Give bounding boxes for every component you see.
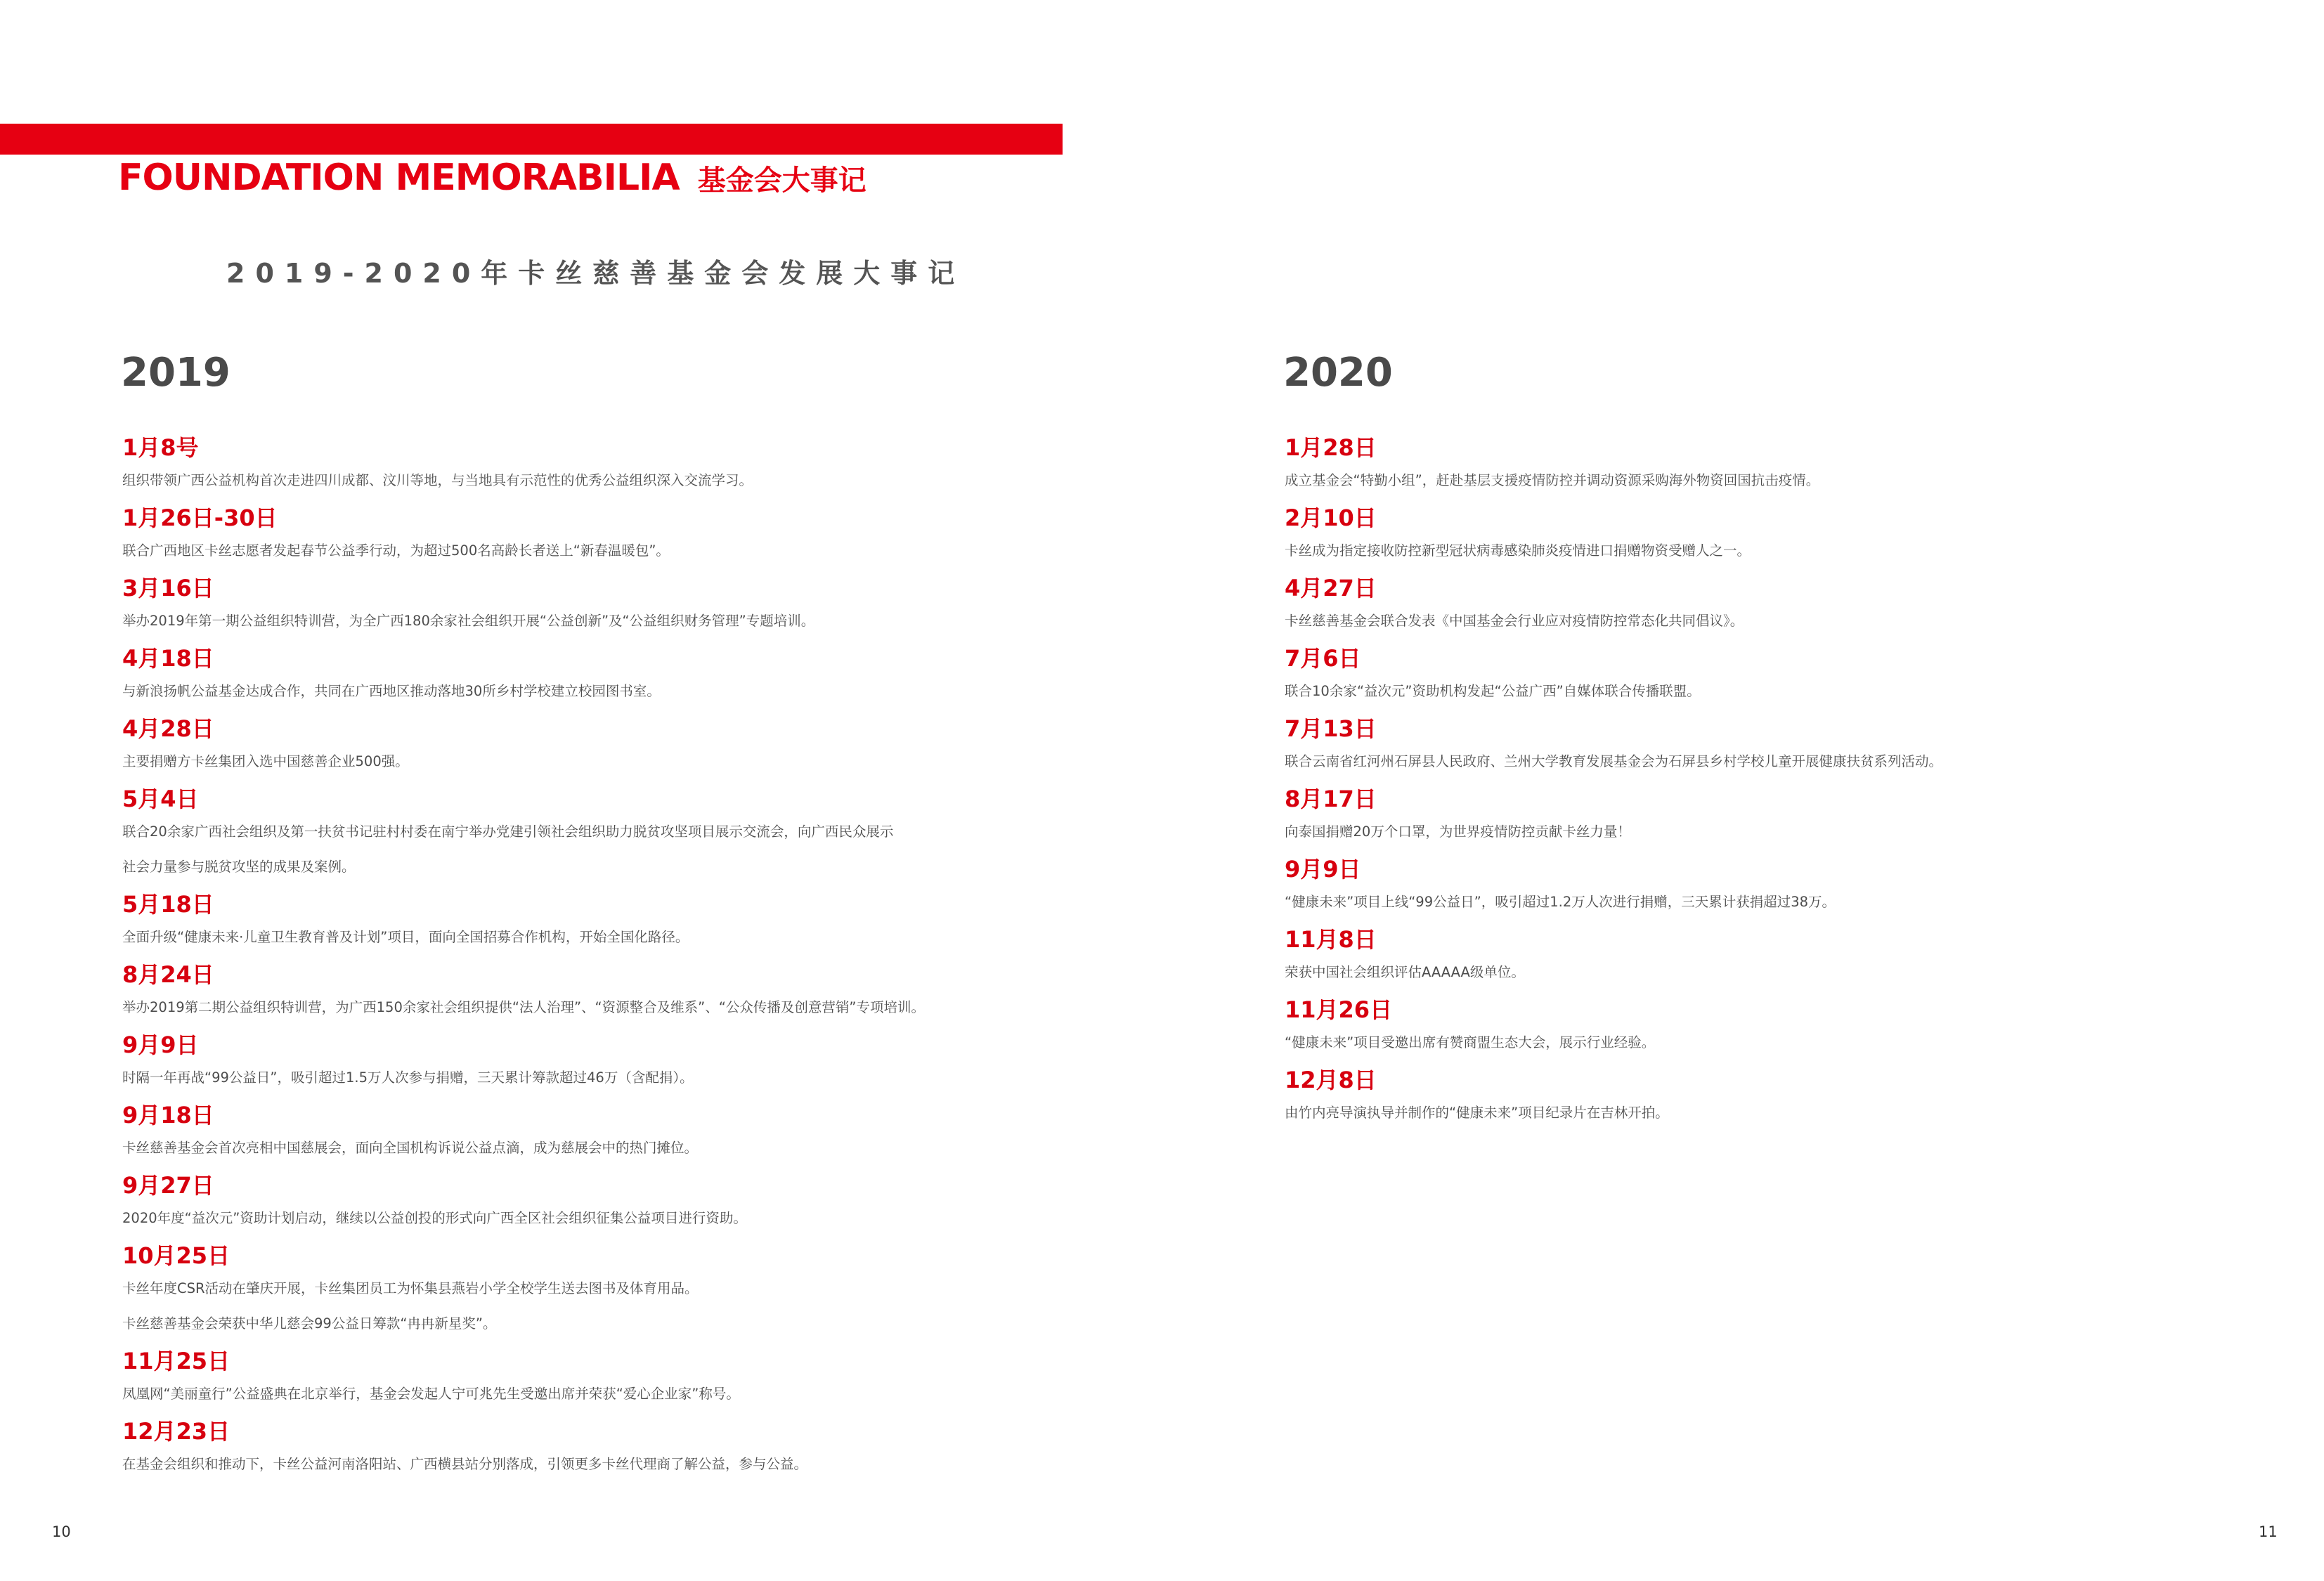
event-date: 1月28日 [1285,434,1377,461]
event-description: 卡丝成为指定接收防控新型冠状病毒感染肺炎疫情进口捐赠物资受赠人之一。 [1285,542,1751,559]
event-description: 由竹内亮导演执导并制作的“健康未来”项目纪录片在吉林开拍。 [1285,1105,1669,1121]
timeline-event [1285,783,2268,854]
event-date: 11月25日 [122,1348,231,1374]
timeline-event [122,432,1106,502]
event-description: 卡丝慈善基金会荣获中华儿慈会99公益日筹款“冉冉新星奖”。 [122,1315,497,1332]
page-header [118,153,866,202]
event-description: 联合云南省红河州石屏县人民政府、兰州大学教育发展基金会为石屏县乡村学校儿童开展健康扶贫系列活动。 [1285,753,1943,769]
event-description: “健康未来”项目受邀出席有赞商盟生态大会，展示行业经验。 [1285,1034,1656,1050]
timeline-event [1285,502,2268,573]
event-date: 11月8日 [1285,926,1377,953]
event-description: 凤凰网“美丽童行”公益盛典在北京举行，基金会发起人宁可兆先生受邀出席并荣获“爱心企业家”称号。 [122,1386,740,1402]
timeline-event [122,1170,1106,1240]
page-number-right: 11 [2259,1523,2278,1540]
event-description: “健康未来”项目上线“99公益日”，吸引超过1.2万人次进行捐赠，三天累计获捐超过38万。 [1285,894,1836,910]
event-date: 4月27日 [1285,575,1377,601]
event-date: 2月10日 [1285,505,1377,531]
event-date: 5月4日 [122,786,199,812]
event-description: 联合20余家广西社会组织及第一扶贫书记驻村村委在南宁举办党建引领社会组织助力脱贫攻坚项目展示交流会，向广西民众展示 [122,824,894,840]
event-date: 11月26日 [1285,996,1393,1023]
timeline-2019 [122,432,1106,1486]
event-date: 1月26日-30日 [122,505,278,531]
timeline-event [1285,573,2268,643]
event-date: 10月25日 [122,1242,231,1269]
event-date: 5月18日 [122,891,214,918]
event-description: 联合广西地区卡丝志愿者发起春节公益季行动，为超过500名高龄长者送上“新春温暖包”。 [122,542,670,559]
timeline-event [122,643,1106,713]
header-title-en: FOUNDATION MEMORABILIA [118,157,680,199]
timeline-event [122,889,1106,959]
event-description: 卡丝年度CSR活动在肇庆开展，卡丝集团员工为怀集县燕岩小学全校学生送去图书及体育用品。 [122,1280,699,1296]
event-description: 卡丝慈善基金会首次亮相中国慈展会，面向全国机构诉说公益点滴，成为慈展会中的热门摊位。 [122,1140,699,1156]
event-description: 成立基金会“特勤小组”，赶赴基层支援疫情防控并调动资源采购海外物资回国抗击疫情。 [1285,472,1820,488]
timeline-event [1285,713,2268,783]
timeline-event [122,573,1106,643]
timeline-event [122,502,1106,573]
event-description: 时隔一年再战“99公益日”，吸引超过1.5万人次参与捐赠，三天累计筹款超过46万（含配捐）。 [122,1069,694,1086]
timeline-event [1285,924,2268,994]
event-description: 主要捐赠方卡丝集团入选中国慈善企业500强。 [122,753,409,769]
page-number-left: 10 [52,1523,71,1540]
event-description: 举办2019年第一期公益组织特训营，为全广西180余家社会组织开展“公益创新”及“公益组织财务管理”专题培训。 [122,613,815,629]
timeline-event [122,959,1106,1029]
event-date: 9月27日 [122,1172,214,1199]
year-heading-2020: 2020 [1283,350,1393,396]
timeline-event [1285,994,2268,1065]
header-red-bar [0,124,1063,155]
timeline-event [122,1100,1106,1170]
year-heading-2019: 2019 [121,350,231,396]
timeline-2020 [1285,432,2268,1135]
event-description: 荣获中国社会组织评估AAAAA级单位。 [1285,964,1525,980]
event-description: 卡丝慈善基金会联合发表《中国基金会行业应对疫情防控常态化共同倡议》。 [1285,613,1744,629]
event-date: 9月9日 [122,1032,199,1058]
event-date: 12月8日 [1285,1067,1377,1093]
event-date: 12月23日 [122,1418,231,1445]
page-subtitle: 2019-2020年卡丝慈善基金会发展大事记 [226,258,966,289]
event-description: 联合10余家“益次元”资助机构发起“公益广西”自媒体联合传播联盟。 [1285,683,1701,699]
event-date: 9月9日 [1285,856,1361,883]
event-date: 1月8号 [122,434,199,461]
event-description: 组织带领广西公益机构首次走进四川成都、汶川等地，与当地具有示范性的优秀公益组织深入交流学习。 [122,472,753,488]
event-date: 4月18日 [122,645,214,672]
timeline-event [1285,1065,2268,1135]
header-title-zh: 基金会大事记 [697,164,866,197]
event-date: 9月18日 [122,1102,214,1128]
timeline-event [122,1240,1106,1346]
timeline-event [122,713,1106,783]
timeline-event [1285,643,2268,713]
timeline-event [1285,854,2268,924]
event-description: 全面升级“健康未来·儿童卫生教育普及计划”项目，面向全国招募合作机构，开始全国化路径。 [122,929,689,945]
event-description: 与新浪扬帆公益基金达成合作，共同在广西地区推动落地30所乡村学校建立校园图书室。 [122,683,661,699]
event-description: 向泰国捐赠20万个口罩，为世界疫情防控贡献卡丝力量！ [1285,824,1631,840]
event-description: 在基金会组织和推动下，卡丝公益河南洛阳站、广西横县站分别落成，引领更多卡丝代理商了解公益，参与公益。 [122,1456,808,1472]
event-description: 2020年度“益次元”资助计划启动，继续以公益创投的形式向广西全区社会组织征集公益项目进行资助。 [122,1210,747,1226]
event-date: 7月13日 [1285,715,1377,742]
timeline-event [122,1029,1106,1100]
event-description: 社会力量参与脱贫攻坚的成果及案例。 [122,859,356,875]
event-date: 8月24日 [122,961,214,988]
timeline-event [122,783,1106,889]
event-date: 4月28日 [122,715,214,742]
event-description: 举办2019第二期公益组织特训营，为广西150余家社会组织提供“法人治理”、“资源整合及维系”、“公众传播及创意营销”专项培训。 [122,999,925,1015]
timeline-event [122,1416,1106,1486]
event-date: 8月17日 [1285,786,1377,812]
timeline-event [1285,432,2268,502]
event-date: 7月6日 [1285,645,1361,672]
event-date: 3月16日 [122,575,214,601]
timeline-event [122,1346,1106,1416]
